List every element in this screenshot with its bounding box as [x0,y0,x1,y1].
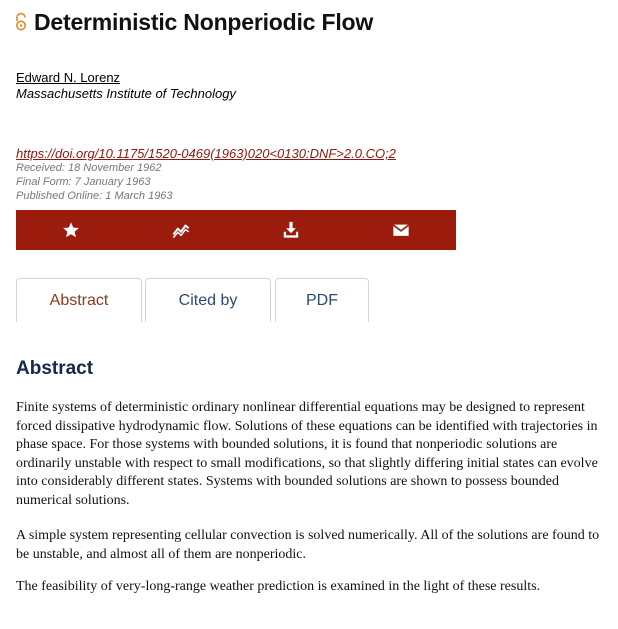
abstract-paragraph-1: Finite systems of deterministic ordinary nonlinear differential equations may be designed to represent forced dissipative hydrodynamic flow. Solutions of these equations can be identified with trajectories in phase space. For those systems with bounded solutions, it is found that nonperiodic solutions are ordinarily unstable with respect to small modifications, so that slightly differing initial states can evolve into considerably different states. Systems with bounded solutions are shown to possess bounded numerical solutions. [16,400,598,508]
download-icon [282,221,300,239]
tab-pdf-label: PDF [306,291,338,309]
mail-icon [392,221,410,239]
published-date: Published Online: 1 March 1963 [16,190,173,202]
title-row [14,8,373,36]
article-title: Deterministic Nonperiodic Flow [34,9,374,35]
download-button[interactable] [236,210,346,250]
tab-pdf[interactable] [275,278,369,322]
abstract-heading: Abstract [16,358,94,379]
abstract-paragraph-3: The feasibility of very-long-range weather prediction is examined in the light of these results. [16,579,541,594]
metrics-button[interactable] [126,210,236,250]
final-form-date: Final Form: 7 January 1963 [16,176,151,188]
open-access-lock-icon [14,12,28,32]
tab-abstract-label: Abstract [49,291,109,309]
trend-icon [172,221,190,239]
author-affiliation: Massachusetts Institute of Technology [16,86,236,101]
tab-cited-by[interactable] [145,278,271,322]
tab-abstract[interactable] [16,278,142,322]
tab-cited-by-label: Cited by [178,291,238,309]
doi-link[interactable]: https://doi.org/10.1175/1520-0469(1963)020<0130:DNF>2.0.CO;2 [16,146,396,161]
star-icon [62,221,80,239]
favorite-button[interactable] [16,210,126,250]
received-date: Received: 18 November 1962 [16,162,162,174]
abstract-paragraph-2: A simple system representing cellular convection is solved numerically. All of the solutions are found to be unstable, and almost all of them are nonperiodic. [16,528,600,562]
author-link[interactable]: Edward N. Lorenz [16,70,121,85]
email-button[interactable] [346,210,456,250]
article-toolbar [16,210,456,250]
